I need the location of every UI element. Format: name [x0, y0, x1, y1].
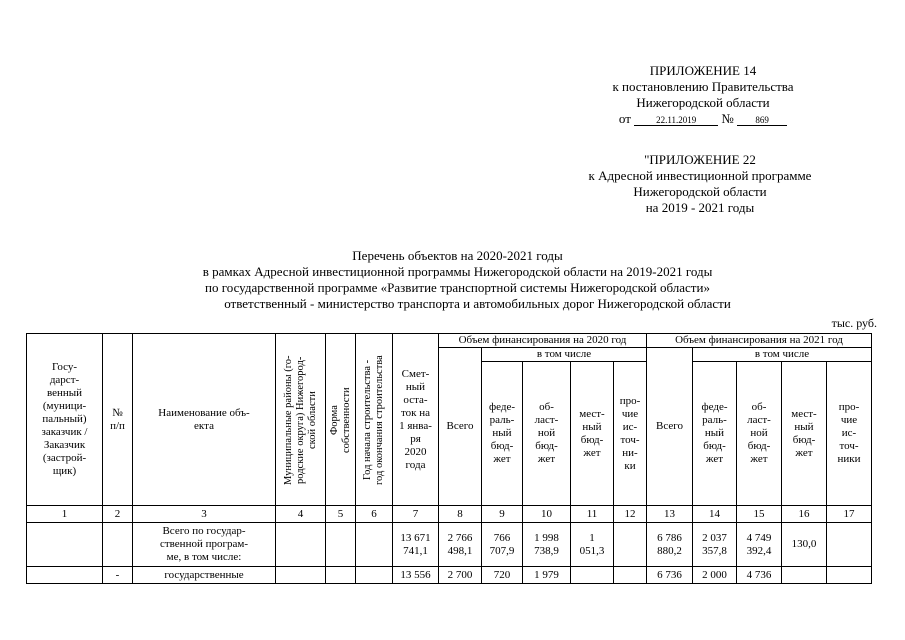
col-number: 4: [276, 506, 326, 523]
cell-total-2020: 2 700: [439, 567, 482, 584]
cell-federal-2020: 766 707,9: [482, 523, 523, 567]
cell-total-2021: 6 736: [647, 567, 693, 584]
resolution-date: 22.11.2019: [634, 115, 718, 126]
cell: [326, 567, 356, 584]
title-line1: Перечень объектов на 2020-2021 годы: [352, 248, 563, 263]
header-federal-2020: феде- раль- ный бюд- жет: [482, 362, 523, 506]
cell: [356, 523, 393, 567]
annex22-block: [540, 152, 860, 216]
title-line4: ответственный - министерство транспорта и автомобильных дорог Нижегородской области: [224, 296, 731, 311]
annex22-line4: на 2019 - 2021 годы: [645, 200, 755, 215]
cell-local-2021: 130,0: [782, 523, 827, 567]
from-label: от: [618, 111, 631, 126]
col-number: 10: [523, 506, 571, 523]
col-number: 14: [693, 506, 737, 523]
col-number: 5: [326, 506, 356, 523]
units-label: тыс. руб.: [831, 316, 877, 330]
col-number: 1: [27, 506, 103, 523]
annex14-title: ПРИЛОЖЕНИЕ 14: [649, 63, 757, 78]
header-incl-2020: в том числе: [482, 348, 647, 362]
annex22-line3: Нижегородской области: [633, 184, 767, 199]
header-total-2021: Всего: [647, 348, 693, 506]
col-number: 7: [393, 506, 439, 523]
cell: [103, 523, 133, 567]
column-numbers-row: [27, 506, 872, 523]
cell-total-2021: 6 786 880,2: [647, 523, 693, 567]
cell-other-2020: [614, 567, 647, 584]
cell-federal-2021: 2 000: [693, 567, 737, 584]
annex22-title: "ПРИЛОЖЕНИЕ 22: [644, 152, 756, 167]
table-row: [27, 523, 872, 567]
cell: [276, 523, 326, 567]
cell-regional-2020: 1 979: [523, 567, 571, 584]
cell-federal-2020: 720: [482, 567, 523, 584]
header-name: Наименование объ- екта: [133, 334, 276, 506]
cell: [326, 523, 356, 567]
cell-name: государственные: [133, 567, 276, 584]
header-total-2020: Всего: [439, 348, 482, 506]
header-years: Год начала строительства - год окончания строительства: [356, 334, 393, 506]
document-title: [90, 248, 825, 312]
title-line3: по государственной программе «Развитие транспортной системы Нижегородской области»: [205, 280, 710, 295]
col-number: 13: [647, 506, 693, 523]
annex14-line2: к постановлению Правительства: [612, 79, 794, 94]
col-number: 2: [103, 506, 133, 523]
header-other-2021: про- чие ис- точ- ники: [827, 362, 872, 506]
annex22-line2: к Адресной инвестиционной программе: [588, 168, 812, 183]
cell-local-2020: 1 051,3: [571, 523, 614, 567]
cell-estimate: 13 556: [393, 567, 439, 584]
resolution-number: 869: [737, 115, 787, 126]
header-federal-2021: феде- раль- ный бюд- жет: [693, 362, 737, 506]
cell-estimate: 13 671 741,1: [393, 523, 439, 567]
col-number: 17: [827, 506, 872, 523]
col-number: 16: [782, 506, 827, 523]
header-num: № п/п: [103, 334, 133, 506]
col-number: 3: [133, 506, 276, 523]
header-financing-2020: Объем финансирования на 2020 год: [439, 334, 647, 348]
header-local-2021: мест- ный бюд- жет: [782, 362, 827, 506]
header-other-2020: про- чие ис- точ- ни- ки: [614, 362, 647, 506]
cell-local-2021: [782, 567, 827, 584]
header-ownership: Форма собственности: [326, 334, 356, 506]
cell-other-2021: [827, 567, 872, 584]
header-customer: Госу- дарст- венный (муници- пальный) заказчик / Заказчик (застрой- щик): [27, 334, 103, 506]
header-financing-2021: Объем финансирования на 2021 год: [647, 334, 872, 348]
col-number: 9: [482, 506, 523, 523]
annex14-block: [560, 63, 846, 127]
cell-regional-2020: 1 998 738,9: [523, 523, 571, 567]
header-districts: Муниципальные районы (го- родские округа) Нижегород- ской области: [276, 334, 326, 506]
cell: -: [103, 567, 133, 584]
annex14-line3: Нижегородской области: [636, 95, 770, 110]
col-number: 8: [439, 506, 482, 523]
col-number: 11: [571, 506, 614, 523]
number-label: №: [721, 111, 734, 126]
cell-local-2020: [571, 567, 614, 584]
header-incl-2021: в том числе: [693, 348, 872, 362]
cell-other-2021: [827, 523, 872, 567]
cell-name: Всего по государ- ственной програм- ме, в том числе:: [133, 523, 276, 567]
cell: [27, 523, 103, 567]
cell-total-2020: 2 766 498,1: [439, 523, 482, 567]
cell-federal-2021: 2 037 357,8: [693, 523, 737, 567]
objects-table: [26, 333, 872, 584]
title-line2: в рамках Адресной инвестиционной программы Нижегородской области на 2019-2021 годы: [202, 264, 713, 279]
col-number: 15: [737, 506, 782, 523]
cell-regional-2021: 4 749 392,4: [737, 523, 782, 567]
header-regional-2021: об- ласт- ной бюд- жет: [737, 362, 782, 506]
col-number: 12: [614, 506, 647, 523]
cell: [276, 567, 326, 584]
cell: [356, 567, 393, 584]
header-estimate: Смет- ный оста- ток на 1 янва- ря 2020 года: [393, 334, 439, 506]
cell-other-2020: [614, 523, 647, 567]
cell-regional-2021: 4 736: [737, 567, 782, 584]
table-row: [27, 567, 872, 584]
header-local-2020: мест- ный бюд- жет: [571, 362, 614, 506]
header-regional-2020: об- ласт- ной бюд- жет: [523, 362, 571, 506]
col-number: 6: [356, 506, 393, 523]
annex14-date-line: [560, 111, 846, 127]
cell: [27, 567, 103, 584]
